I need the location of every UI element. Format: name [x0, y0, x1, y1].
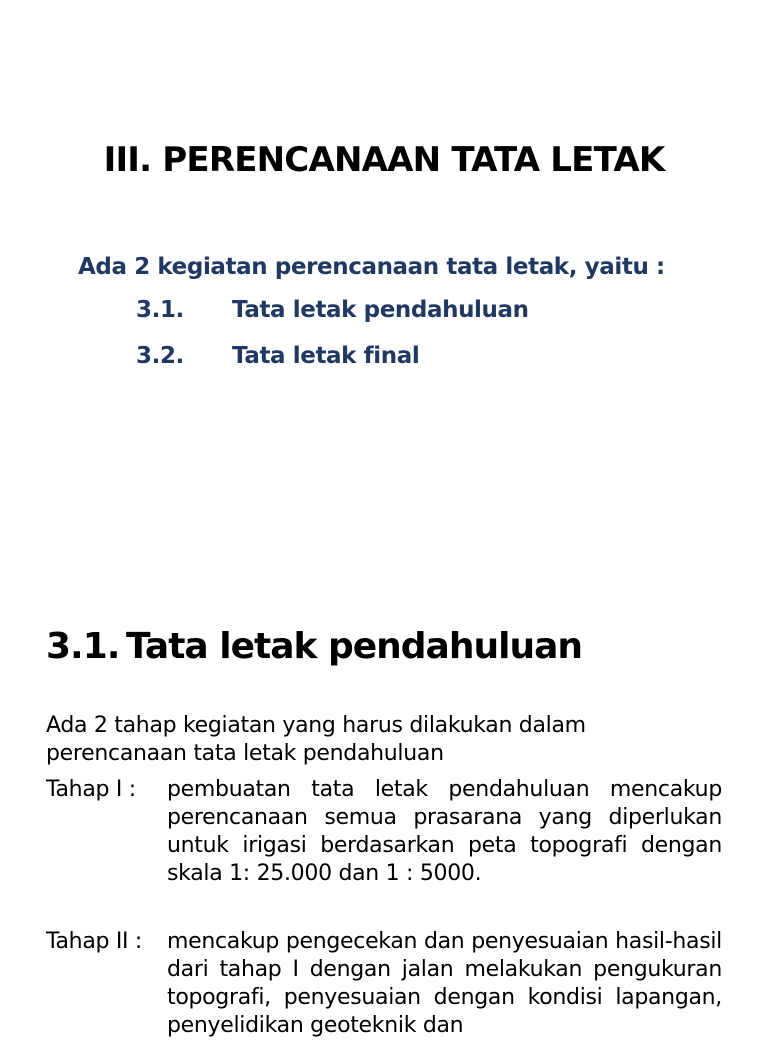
stage-description: mencakup pengecekan dan penyesuaian hasil-hasil dari tahap I dengan jalan melakukan pengukuran topografi, penyesuaian dengan kondisi lapangan, penyelidikan geoteknik dan	[167, 929, 722, 1038]
list-item-number: 3.2.	[136, 343, 184, 369]
stage-item	[46, 776, 722, 888]
section-number: 3.1.	[46, 626, 120, 667]
stage-label: Tahap II :	[46, 929, 143, 954]
slide-title: III. PERENCANAAN TATA LETAK	[103, 140, 665, 180]
list-item-label: Tata letak pendahuluan	[232, 297, 529, 323]
list-item	[136, 297, 529, 323]
list-item-label: Tata letak final	[232, 343, 420, 369]
section-heading	[46, 626, 582, 667]
section-title: Tata letak pendahuluan	[126, 626, 583, 667]
stage-description: pembuatan tata letak pendahuluan mencakup perencanaan semua prasarana yang diperlukan untuk irigasi berdasarkan peta topografi dengan skala 1: 25.000 dan 1 : 5000.	[167, 777, 722, 886]
stage-label: Tahap I :	[46, 777, 136, 802]
lead-paragraph: Ada 2 tahap kegiatan yang harus dilakukan dalam perencanaan tata letak pendahuluan	[46, 713, 586, 766]
list-item	[136, 343, 419, 369]
list-item-number: 3.1.	[136, 297, 184, 323]
slide-2	[0, 576, 768, 1038]
intro-text: Ada 2 kegiatan perencanaan tata letak, yaitu :	[78, 254, 665, 280]
stage-item	[46, 928, 722, 1040]
